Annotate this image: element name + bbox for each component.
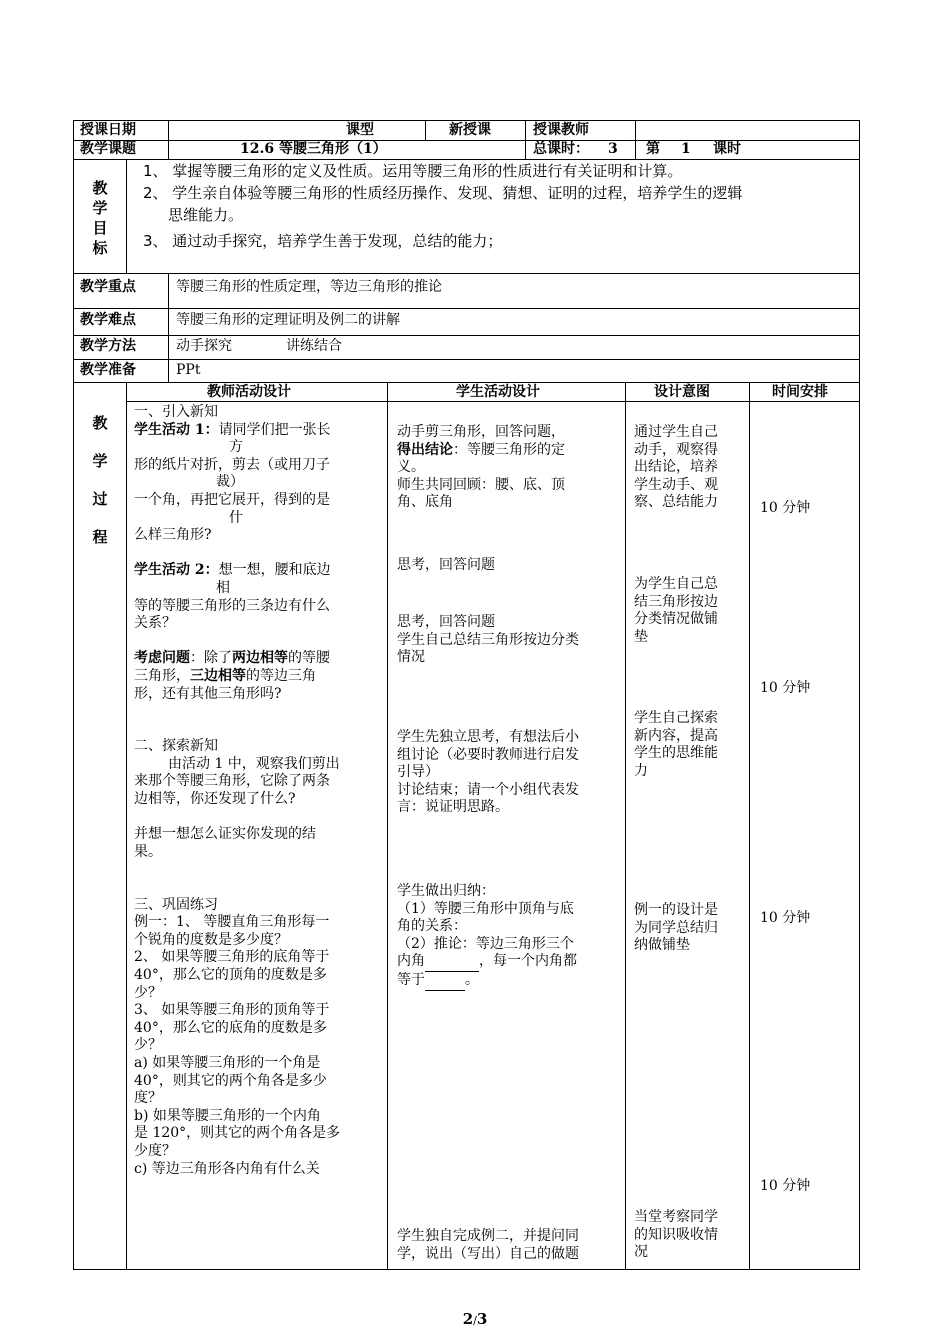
text-line: 什 (229, 509, 243, 526)
text-line: 等的等腰三角形的三条边有什么 (134, 597, 330, 614)
text-line: 动手，观察得 (634, 441, 718, 458)
text-line: 的知识吸收情 (634, 1226, 718, 1243)
text-line: 言：说证明思路。 (397, 799, 509, 816)
col-teacher-header: 教师活动设计 (207, 384, 291, 400)
method-label: 教学方法 (80, 338, 136, 354)
text-line: 况 (634, 1244, 648, 1261)
objectives-label: 教 学 目 标 (92, 179, 108, 257)
text-line: 并想一想怎么证实你发现的结 (134, 826, 316, 843)
text-line: 新内容，提高 (634, 727, 718, 744)
total-label: 总课时： (533, 141, 589, 157)
topic-label: 教学课题 (80, 141, 136, 157)
text-line: 少？ (134, 1037, 162, 1054)
text-fragment: ：除了 (190, 650, 232, 667)
text-line: 思考，回答问题 (397, 557, 495, 573)
text-line: 出结论，培养 (634, 459, 718, 476)
activity-2-label: 学生活动 2： (134, 562, 219, 579)
text-line: 察、总结能力 (634, 494, 718, 511)
student-activity-r2 (397, 557, 495, 575)
design-intent-2 (634, 576, 718, 646)
text-line: 动手剪三角形，回答问题， (397, 424, 565, 440)
text-line: 学生独自完成例二，并提问同 (397, 1228, 579, 1244)
text-fragment: 的等边三角 (246, 667, 316, 684)
text-line: 学生自己总结三角形按边分类 (397, 631, 579, 648)
objectives-list (143, 160, 742, 252)
text-line: c) 等边三角形各内角有什么关 (134, 1160, 320, 1177)
text-line: 裁） (216, 474, 244, 491)
prep-label: 教学准备 (80, 362, 136, 378)
text-fragment: 等于 (397, 971, 425, 988)
text-fragment: 两边相等 (232, 650, 288, 667)
text-line: b) 如果等腰三角形的一个内角 (134, 1107, 321, 1124)
col-intent-header: 设计意图 (654, 384, 710, 400)
page-current: 2 (462, 1310, 474, 1328)
type-value: 新授课 (449, 122, 491, 138)
text-line: 力 (634, 762, 648, 779)
text-line: 果。 (134, 843, 162, 860)
student-activity-r4 (397, 729, 579, 817)
design-intent-4 (634, 902, 718, 955)
text-line: 想一想，腰和底边 (218, 562, 331, 579)
text-line: 角的关系： (397, 918, 467, 935)
teacher-activity-column (134, 404, 340, 1178)
design-intent-3 (634, 710, 718, 780)
text-line: 由活动 1 中，观察我们剪出 (168, 755, 340, 772)
text-line: 为同学总结归 (634, 919, 718, 936)
student-activity-r1 (397, 424, 565, 512)
difficulty-value: 等腰三角形的定理证明及例二的讲解 (176, 312, 400, 328)
time-slot-3: 10 分钟 (760, 910, 811, 926)
text-line: 个锐角的度数是多少度？ (134, 931, 288, 948)
method-value-2: 讲练结合 (286, 338, 342, 354)
text-line: 组讨论（必要时教师进行启发 (397, 746, 579, 763)
text-fragment: ，每一个内角都 (479, 953, 577, 970)
process-label: 教 学 过 程 (92, 414, 108, 546)
text-line: 40°，那么它的顶角的度数是多 (134, 967, 327, 983)
student-activity-r5 (397, 883, 577, 991)
design-intent-1 (634, 424, 718, 512)
text-line: 纳做铺垫 (634, 937, 690, 954)
question-label: 考虑问题 (134, 650, 190, 667)
time-slot-4: 10 分钟 (760, 1178, 811, 1194)
method-value-1: 动手探究 (176, 338, 232, 354)
difficulty-label: 教学难点 (80, 312, 136, 328)
text-line: 情况 (397, 649, 425, 666)
key-point-label: 教学重点 (80, 279, 136, 295)
text-line: 结三角形按边 (634, 593, 718, 610)
text-fragment: 的等腰 (288, 650, 330, 667)
prep-value: PPt (176, 362, 201, 378)
time-slot-2: 10 分钟 (760, 680, 811, 696)
section-1-title: 一、引入新知 (134, 404, 218, 420)
text-line: 么样三角形? (134, 527, 212, 544)
text-line: 学生的思维能 (634, 745, 718, 762)
text-line: 一个角，再把它展开，得到的是 (134, 491, 330, 508)
text-line: 少？ (134, 984, 162, 1001)
text-line: 学生做出归纳： (397, 883, 495, 899)
text-line: 讨论结束；请一个小组代表发 (397, 781, 579, 798)
text-line: a) 如果等腰三角形的一个角是 (134, 1054, 321, 1071)
design-intent-5 (634, 1209, 718, 1262)
teacher-label: 授课教师 (533, 122, 589, 138)
objective-1: 1、 掌握等腰三角形的定义及性质。运用等腰三角形的性质进行有关证明和计算。 (143, 162, 683, 180)
text-line: 引导） (397, 764, 439, 781)
text-line: 40°，那么它的底角的度数是多 (134, 1019, 327, 1036)
blank-underline (425, 972, 465, 991)
text-line: 学生自己探索 (634, 710, 718, 726)
text-line: 形，还有其他三角形吗? (134, 685, 282, 702)
text-fragment: 三角形， (134, 667, 190, 684)
lesson-suffix: 课时 (713, 141, 741, 157)
total-value: 3 (608, 141, 618, 157)
activity-1-label: 学生活动 1： (134, 421, 219, 438)
text-line: 40°，则其它的两个角各是多少 (134, 1072, 327, 1089)
text-line: 形的纸片对折，剪去（或用刀子 (134, 456, 330, 473)
text-line: （2）推论：等边三角形三个 (397, 935, 574, 952)
text-line: 例一的设计是 (634, 902, 718, 918)
blank-underline (425, 953, 479, 972)
section-3-title: 三、巩固练习 (134, 896, 218, 913)
objective-2: 2、 学生亲自体验等腰三角形的性质经历操作、发现、猜想、证明的过程，培养学生的逻辑 (143, 184, 743, 202)
text-line: 角、底角 (397, 494, 453, 511)
section-2-title: 二、探索新知 (134, 738, 218, 755)
text-line: 学，说出（写出）自己的做题 (397, 1245, 579, 1262)
text-line: 关系？ (134, 615, 176, 632)
text-line: 义。 (397, 459, 425, 476)
key-point-value: 等腰三角形的性质定理，等边三角形的推论 (176, 279, 442, 295)
text-line: 2、 如果等腰三角形的底角等于 (134, 949, 330, 966)
text-line: 来那个等腰三角形，它除了两条 (134, 773, 330, 790)
student-activity-r3 (397, 614, 579, 667)
text-fragment: ：等腰三角形的定 (453, 441, 565, 458)
page-number (0, 1310, 950, 1328)
lesson-no: 1 (681, 141, 691, 157)
text-line: 相 (216, 579, 230, 596)
text-fragment: 。 (465, 971, 479, 988)
text-line: （1）等腰三角形中顶角与底 (397, 900, 574, 917)
text-line: 学生动手、观 (634, 476, 718, 493)
text-line: 是 120°，则其它的两个角各是多 (134, 1125, 341, 1142)
student-activity-r6 (397, 1228, 579, 1263)
text-line: 为学生自己总 (634, 576, 718, 592)
text-line: 例一：1、 等腰直角三角形每一 (134, 914, 330, 931)
topic-value: 12.6 等腰三角形（1） (240, 141, 387, 157)
text-fragment: 三边相等 (190, 667, 246, 684)
text-line: 师生共同回顾：腰、底、顶 (397, 476, 565, 493)
objective-3: 3、 通过动手探究，培养学生善于发现，总结的能力； (143, 232, 503, 250)
page-total: 3 (476, 1310, 488, 1328)
time-slot-1: 10 分钟 (760, 500, 811, 516)
type-label: 课型 (346, 122, 374, 138)
text-line: 3、 如果等腰三角形的顶角等于 (134, 1002, 330, 1019)
text-fragment: 内角 (397, 953, 425, 970)
page-separator: / (473, 1314, 477, 1327)
lesson-prefix: 第 (646, 141, 660, 157)
text-line: 垫 (634, 628, 648, 645)
text-line: 边相等，你还发现了什么? (134, 791, 296, 808)
text-line: 请同学们把一张长 (218, 421, 331, 438)
col-student-header: 学生活动设计 (456, 384, 540, 400)
date-label: 授课日期 (80, 122, 136, 138)
text-line: 方 (229, 439, 243, 456)
text-line: 少度？ (134, 1142, 176, 1159)
text-fragment: 得出结论 (397, 441, 453, 458)
text-line: 思考，回答问题 (397, 614, 495, 630)
text-line: 学生先独立思考，有想法后小 (397, 729, 579, 745)
text-line: 分类情况做铺 (634, 611, 718, 628)
text-line: 当堂考察同学 (634, 1209, 718, 1225)
text-line: 度？ (134, 1090, 162, 1107)
col-time-header: 时间安排 (772, 384, 828, 400)
objective-2-cont: 思维能力。 (168, 206, 244, 224)
text-line: 通过学生自己 (634, 424, 718, 440)
